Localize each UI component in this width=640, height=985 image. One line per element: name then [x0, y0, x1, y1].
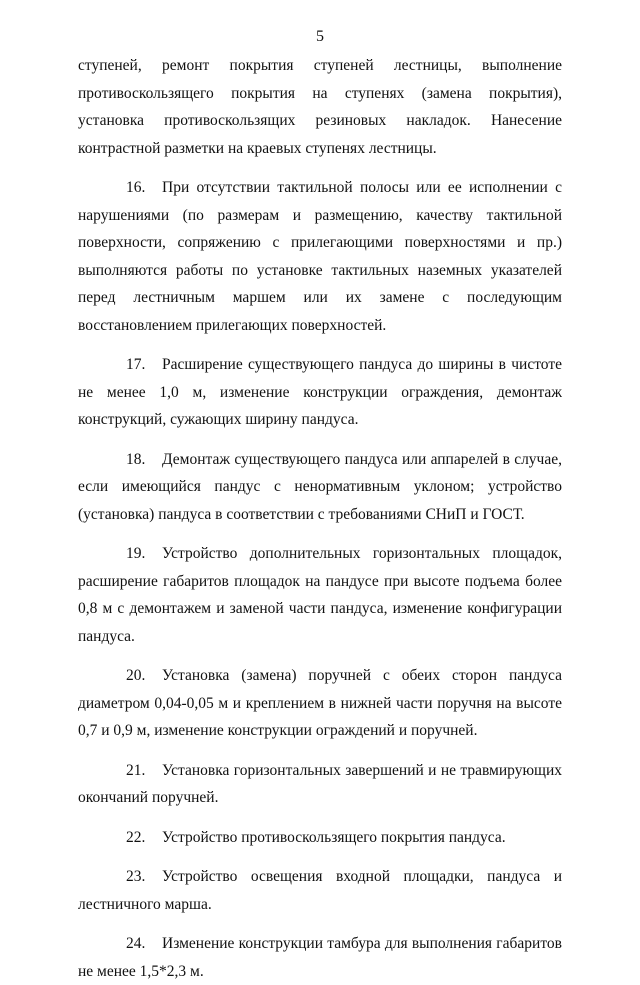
- paragraph-18: [78, 446, 562, 529]
- item-number: 18.: [126, 450, 146, 468]
- paragraph-text: Изменение конструкции тамбура для выполнения габаритов не менее 1,5*2,3 м.: [78, 935, 562, 980]
- paragraph-16: [78, 174, 562, 339]
- paragraph-text: Демонтаж существующего пандуса или аппарелей в случае, если имеющийся пандус с ненормативным уклоном; устройство (установка) пандуса в соответствии с требованиями СНиП и ГОСТ.: [78, 450, 562, 523]
- paragraph-text: ступеней, ремонт покрытия ступеней лестницы, выполнение противоскользящего покрытия на ступенях (замена покрытия), установка противоскользящих резиновых накладок. Нанесение контрастной разметки на краевых ступенях лестницы.: [78, 57, 562, 157]
- item-number: 22.: [126, 828, 146, 846]
- paragraph-21: [78, 757, 562, 812]
- item-number: 21.: [126, 761, 146, 779]
- paragraph-text: Установка горизонтальных завершений и не травмирующих окончаний поручней.: [78, 761, 562, 806]
- paragraph-text: Установка (замена) поручней с обеих сторон пандуса диаметром 0,04-0,05 м и креплением в нижней части поручня на высоте 0,7 и 0,9 м, изменение конструкции ограждений и поручней.: [78, 667, 562, 739]
- item-number: 19.: [126, 545, 146, 562]
- page-number: 5: [316, 28, 324, 45]
- item-number: 17.: [126, 356, 146, 373]
- paragraph-20: [78, 662, 562, 745]
- paragraph-19: [78, 540, 562, 650]
- paragraph-text: При отсутствии тактильной полосы или ее исполнении с нарушениями (по размерам и размещению, качеству тактильной поверхности, сопряжению с прилегающими поверхностями и пр.) выполняются работы по установке тактильных наземных указателей перед лестничным маршем или их замене с последующим восстановлением прилегающих поверхностей.: [78, 179, 562, 334]
- item-number: 16.: [126, 179, 146, 196]
- paragraph-text: Устройство дополнительных горизонтальных площадок, расширение габаритов площадок на пандусе при высоте подъема более 0,8 м с демонтажем и заменой части пандуса, изменение конфигурации пандуса.: [78, 545, 562, 645]
- item-number: 24.: [126, 935, 146, 952]
- paragraph-text: Устройство противоскользящего покрытия пандуса.: [162, 828, 506, 846]
- paragraph-24: [78, 930, 562, 985]
- document-body: [78, 52, 562, 985]
- paragraph-continuation: [78, 52, 562, 162]
- paragraph-text: Устройство освещения входной площадки, пандуса и лестничного марша.: [78, 868, 562, 913]
- paragraph-23: [78, 863, 562, 918]
- item-number: 23.: [126, 868, 146, 885]
- paragraph-text: Расширение существующего пандуса до ширины в чистоте не менее 1,0 м, изменение конструкции ограждения, демонтаж конструкций, сужающих ширину пандуса.: [78, 356, 562, 428]
- paragraph-22: [78, 824, 562, 852]
- paragraph-17: [78, 351, 562, 434]
- item-number: 20.: [126, 667, 146, 684]
